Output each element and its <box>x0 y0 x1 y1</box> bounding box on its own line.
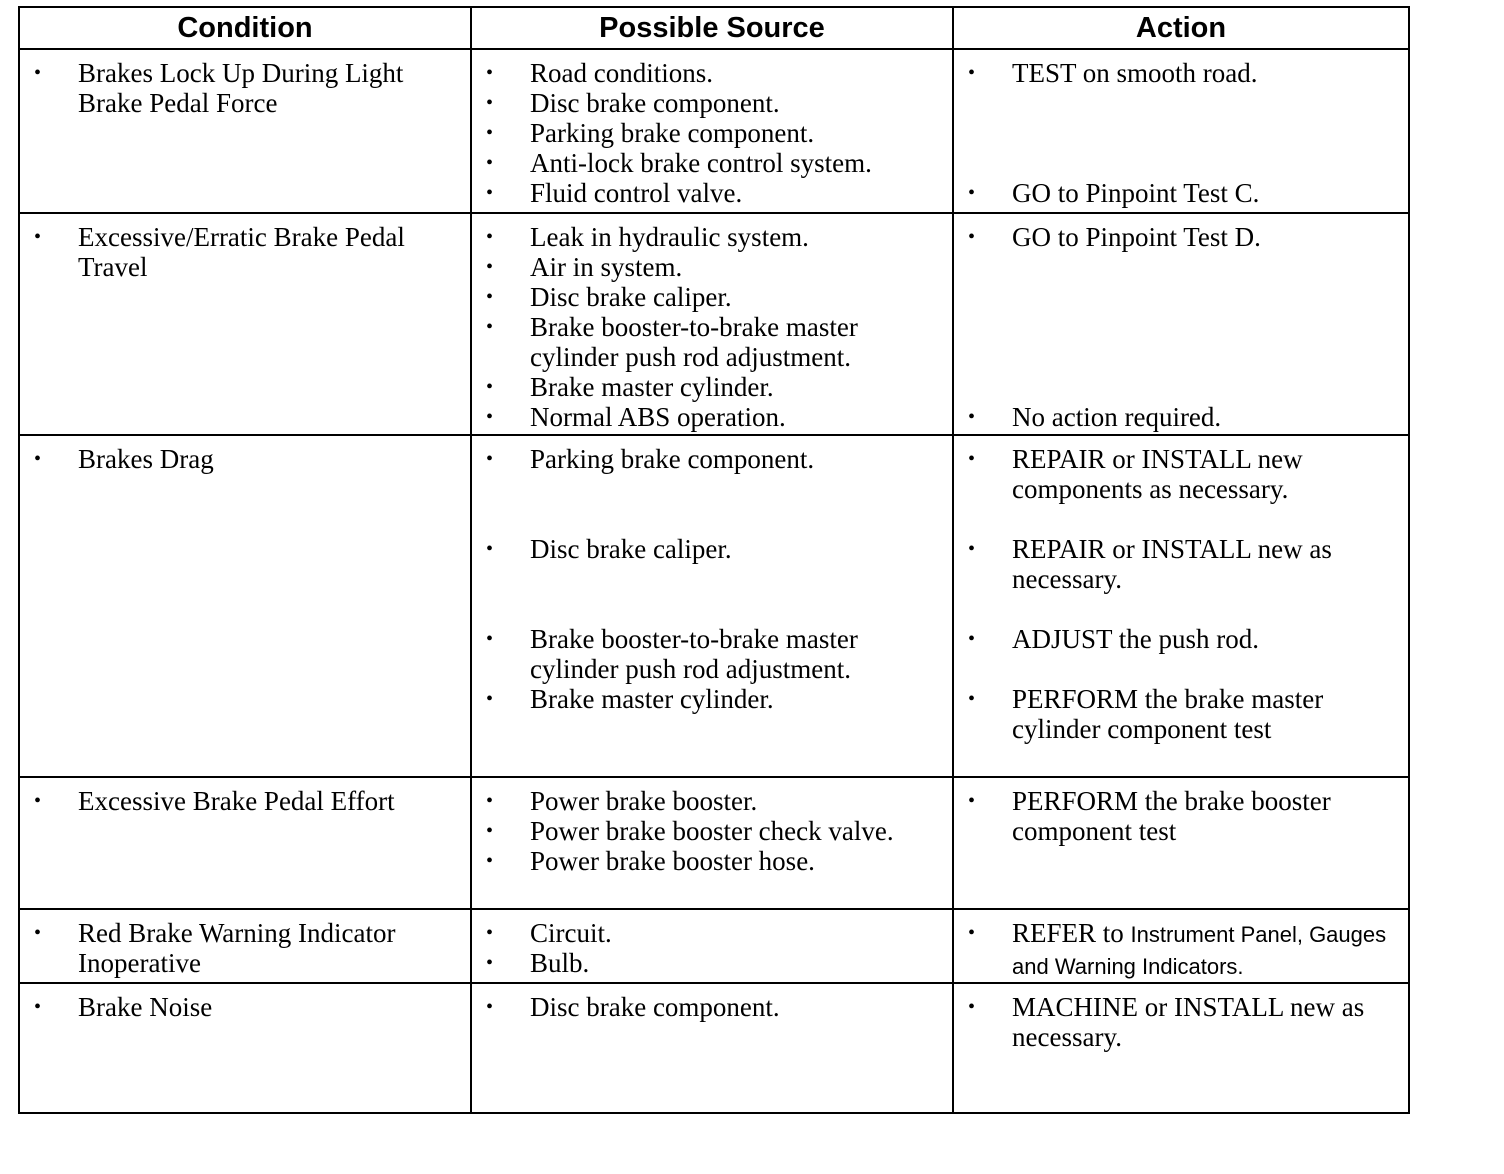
header-possible-source: Possible Source <box>471 7 953 49</box>
source-item: • Brake master cylinder. <box>486 684 942 714</box>
source-item: • Disc brake caliper. <box>486 282 942 312</box>
source-cell <box>471 435 953 777</box>
header-action: Action <box>953 7 1409 49</box>
action-item: • REPAIR or INSTALL new components as necessary. <box>968 444 1398 504</box>
reference-link-text: Instrument Panel, Gauges and Warning Indicators. <box>1012 922 1387 979</box>
condition-text: • Red Brake Warning Indicator Inoperative <box>34 918 460 978</box>
diagnosis-table <box>18 6 1410 1114</box>
source-cell <box>471 983 953 1113</box>
source-item: • Power brake booster. <box>486 786 942 816</box>
table-row <box>19 983 1409 1113</box>
header-condition: Condition <box>19 7 471 49</box>
condition-cell <box>19 983 471 1113</box>
source-item: • Brake booster-to-brake master cylinder push rod adjustment. <box>486 312 942 372</box>
action-cell <box>953 983 1409 1113</box>
source-item: • Leak in hydraulic system. <box>486 222 942 252</box>
action-item: • ADJUST the push rod. <box>968 624 1398 654</box>
source-cell <box>471 49 953 213</box>
source-cell <box>471 213 953 435</box>
source-item: • Circuit. <box>486 918 942 948</box>
table-row <box>19 49 1409 213</box>
header-row <box>19 7 1409 49</box>
source-item: • Brake booster-to-brake master cylinder push rod adjustment. <box>486 624 942 684</box>
condition-text: • Brakes Lock Up During Light Brake Pedal Force <box>34 58 460 118</box>
condition-cell <box>19 435 471 777</box>
action-item <box>968 918 1398 982</box>
source-item: • Air in system. <box>486 252 942 282</box>
condition-text: • Excessive/Erratic Brake Pedal Travel <box>34 222 460 282</box>
source-item: • Fluid control valve. <box>486 178 942 208</box>
source-item: • Disc brake component. <box>486 88 942 118</box>
action-item: • REPAIR or INSTALL new as necessary. <box>968 534 1398 594</box>
source-item: • Disc brake component. <box>486 992 942 1022</box>
source-item: • Power brake booster hose. <box>486 846 942 876</box>
source-item: • Anti-lock brake control system. <box>486 148 942 178</box>
source-item: • Normal ABS operation. <box>486 402 942 432</box>
action-cell <box>953 909 1409 983</box>
action-item: • GO to Pinpoint Test D. <box>968 222 1398 252</box>
condition-cell <box>19 49 471 213</box>
condition-text: • Brake Noise <box>34 992 460 1022</box>
condition-text: • Brakes Drag <box>34 444 460 474</box>
action-cell <box>953 49 1409 213</box>
condition-text: • Excessive Brake Pedal Effort <box>34 786 460 816</box>
source-item: • Disc brake caliper. <box>486 534 942 564</box>
table-row <box>19 435 1409 777</box>
action-item: • PERFORM the brake booster component test <box>968 786 1398 846</box>
source-item: • Brake master cylinder. <box>486 372 942 402</box>
table-row <box>19 909 1409 983</box>
condition-cell <box>19 777 471 909</box>
action-item: • TEST on smooth road. <box>968 58 1398 88</box>
action-item: • MACHINE or INSTALL new as necessary. <box>968 992 1398 1052</box>
source-item: • Parking brake component. <box>486 118 942 148</box>
action-cell <box>953 435 1409 777</box>
condition-cell <box>19 909 471 983</box>
refer-text: REFER to <box>1012 918 1124 948</box>
source-cell <box>471 777 953 909</box>
action-cell <box>953 213 1409 435</box>
action-item: • GO to Pinpoint Test C. <box>968 178 1398 208</box>
action-item: • PERFORM the brake master cylinder component test <box>968 684 1398 744</box>
condition-cell <box>19 213 471 435</box>
table-row <box>19 777 1409 909</box>
table-row <box>19 213 1409 435</box>
source-item: • Bulb. <box>486 948 942 978</box>
action-cell <box>953 777 1409 909</box>
source-item: • Parking brake component. <box>486 444 942 474</box>
action-item: • No action required. <box>968 402 1398 432</box>
source-item: • Power brake booster check valve. <box>486 816 942 846</box>
source-cell <box>471 909 953 983</box>
source-item: • Road conditions. <box>486 58 942 88</box>
